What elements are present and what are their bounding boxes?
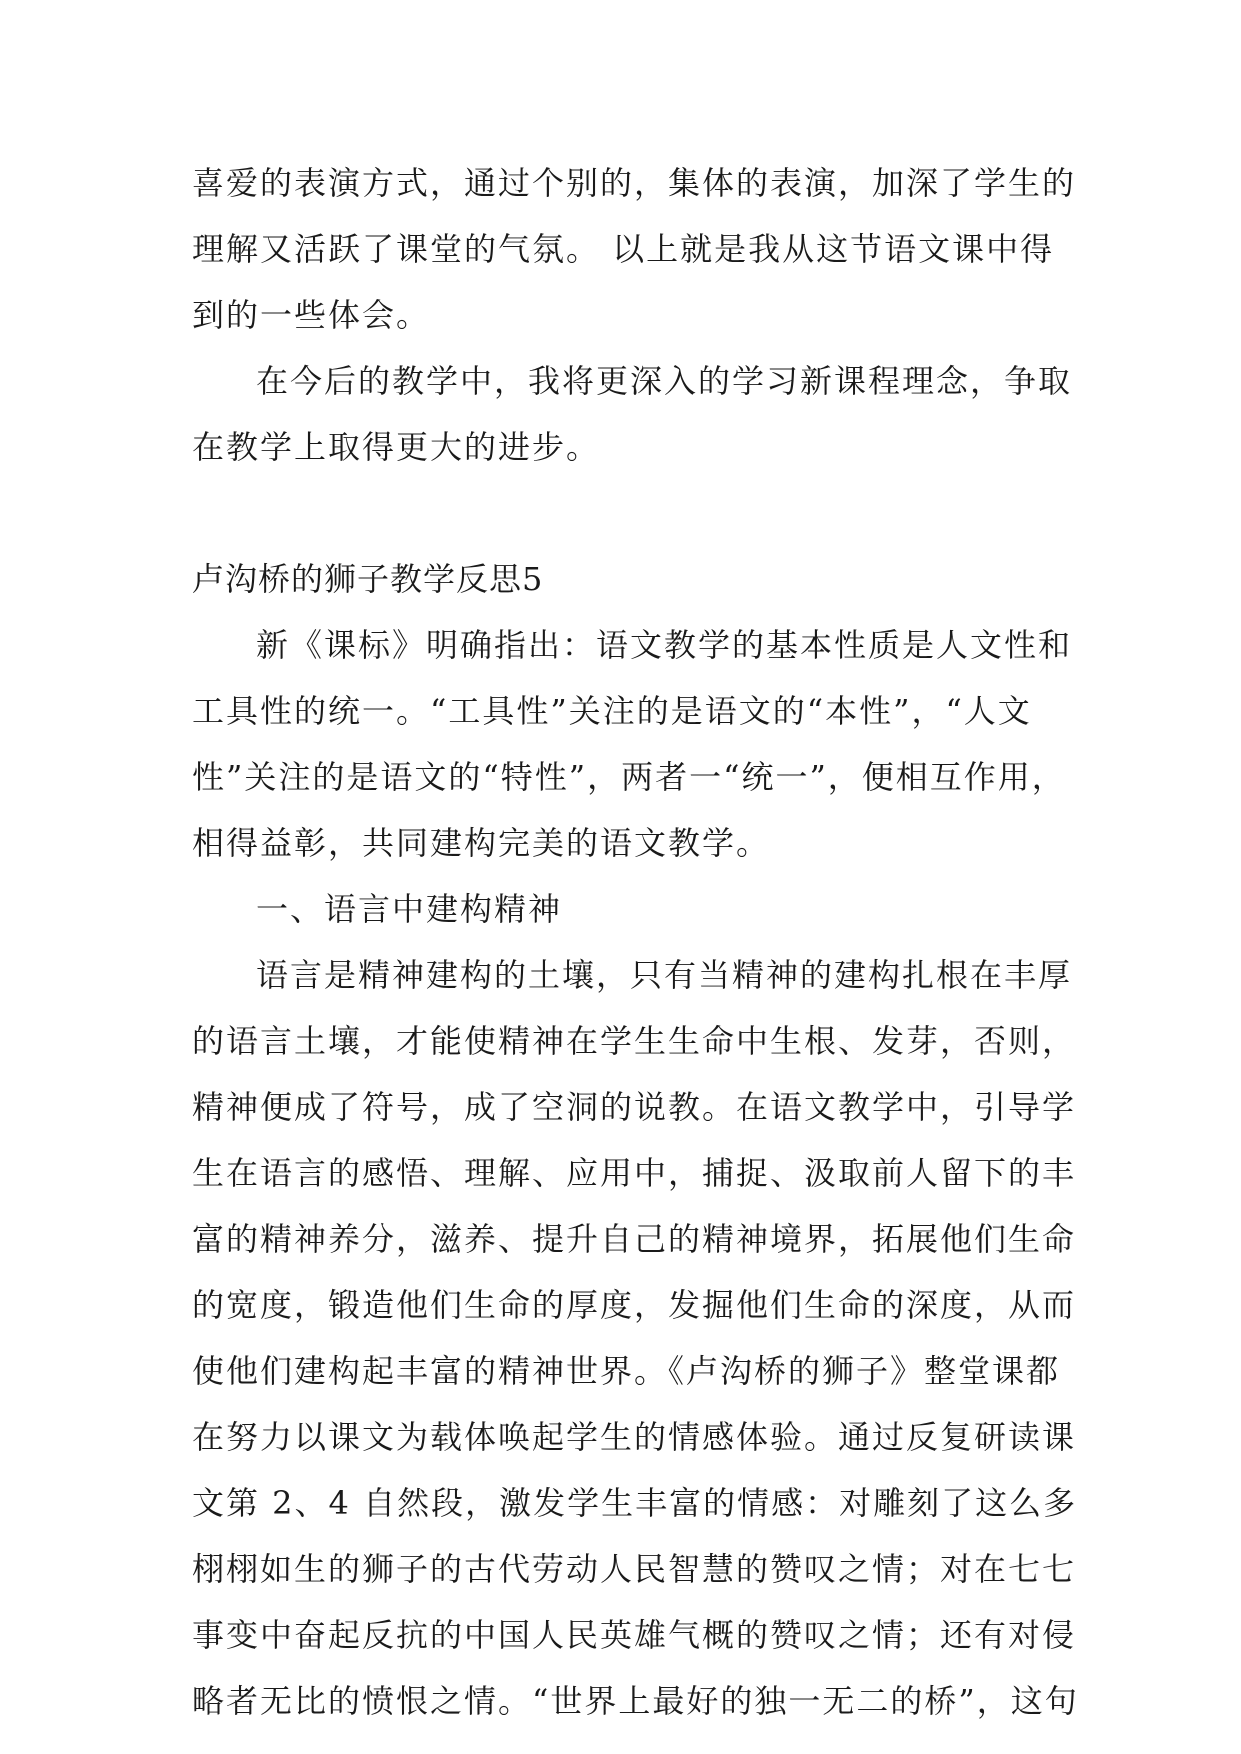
paragraph-line: 事变中奋起反抗的中国人民英雄气概的赞叹之情；还有对侵 <box>192 1616 1077 1654</box>
paragraph-line: 富的精神养分，滋养、提升自己的精神境界，拓展他们生命 <box>192 1220 1077 1258</box>
paragraph-line: 文第 2、4 自然段，激发学生丰富的情感：对雕刻了这么多 <box>192 1484 1078 1522</box>
paragraph-line: 栩栩如生的狮子的古代劳动人民智慧的赞叹之情；对在七七 <box>192 1550 1077 1588</box>
paragraph-line: 相得益彰，共同建构完美的语文教学。 <box>192 824 771 862</box>
paragraph-line: 工具性的统一。“工具性”关注的是语文的“本性”，“人文 <box>192 692 1032 730</box>
paragraph-line: 的语言土壤，才能使精神在学生生命中生根、发芽，否则， <box>192 1022 1077 1060</box>
spacer <box>192 480 1052 546</box>
paragraph-line: 在教学上取得更大的进步。 <box>192 428 601 466</box>
document-page <box>192 150 1079 1734</box>
paragraph-line: 新《课标》明确指出：语文教学的基本性质是人文性和 <box>256 626 1073 664</box>
paragraph-line: 略者无比的愤恨之情。“世界上最好的独一无二的桥”，这句 <box>192 1682 1079 1720</box>
paragraph-line: 使他们建构起丰富的精神世界。《卢沟桥的狮子》整堂课都 <box>192 1352 1061 1390</box>
paragraph-line: 生在语言的感悟、理解、应用中，捕捉、汲取前人留下的丰 <box>192 1154 1077 1192</box>
paragraph-line: 语言是精神建构的土壤，只有当精神的建构扎根在丰厚 <box>256 956 1073 994</box>
paragraph-line: 性”关注的是语文的“特性”，两者一“统一”，便相互作用， <box>192 758 1066 796</box>
subheading: 一、语言中建构精神 <box>256 890 563 928</box>
paragraph-line: 喜爱的表演方式，通过个别的，集体的表演，加深了学生的 <box>192 164 1077 202</box>
paragraph-line: 的宽度，锻造他们生命的厚度，发掘他们生命的深度，从而 <box>192 1286 1077 1324</box>
section-title: 卢沟桥的狮子教学反思5 <box>192 560 544 598</box>
paragraph-line: 在努力以课文为载体唤起学生的情感体验。通过反复研读课 <box>192 1418 1077 1456</box>
paragraph-line: 到的一些体会。 <box>192 296 431 334</box>
paragraph-line: 在今后的教学中，我将更深入的学习新课程理念，争取 <box>256 362 1073 400</box>
paragraph-line: 精神便成了符号，成了空洞的说教。在语文教学中，引导学 <box>192 1088 1077 1126</box>
paragraph-line: 理解又活跃了课堂的气氛。 以上就是我从这节语文课中得 <box>192 230 1055 268</box>
